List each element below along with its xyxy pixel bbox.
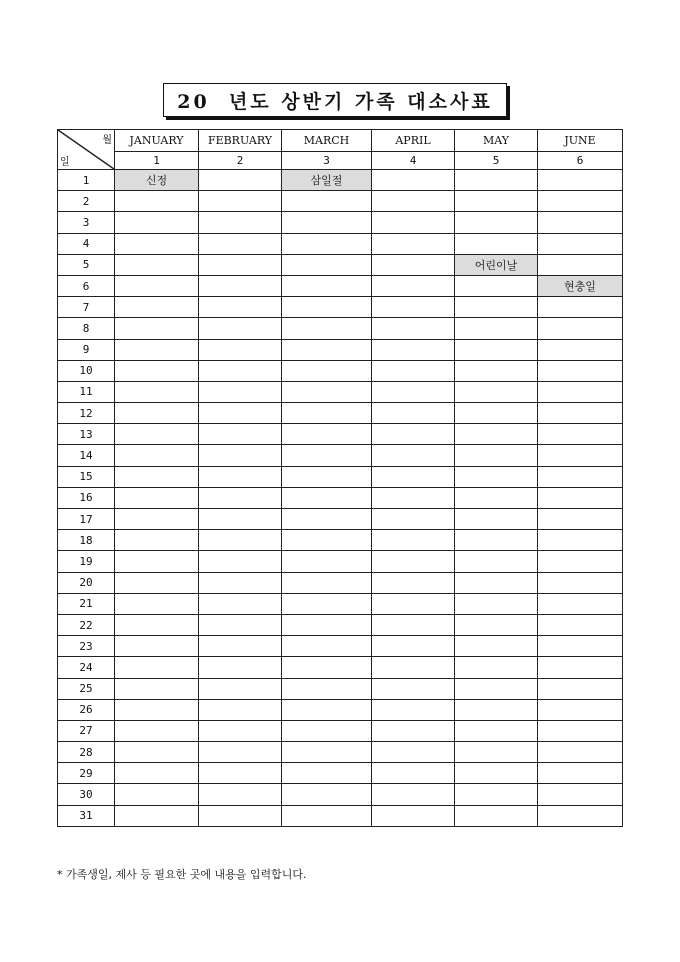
event-cell[interactable]: 어린이날 [455, 254, 538, 275]
day-cell[interactable] [455, 445, 538, 466]
day-cell[interactable] [115, 784, 199, 805]
day-cell[interactable] [115, 191, 199, 212]
month-number-1: 1 [115, 152, 199, 170]
day-cell[interactable] [282, 191, 372, 212]
day-cell[interactable] [115, 551, 199, 572]
day-cell[interactable] [455, 297, 538, 318]
day-number: 30 [58, 784, 115, 805]
day-number: 29 [58, 763, 115, 784]
day-row [58, 657, 623, 678]
day-row [58, 466, 623, 487]
day-cell[interactable] [199, 445, 282, 466]
day-cell[interactable] [372, 784, 455, 805]
day-cell[interactable] [538, 720, 623, 741]
day-cell[interactable] [538, 445, 623, 466]
month-number-3: 3 [282, 152, 372, 170]
day-row [58, 445, 623, 466]
day-cell[interactable] [199, 593, 282, 614]
day-cell[interactable] [282, 318, 372, 339]
day-row [58, 381, 623, 402]
month-number-6: 6 [538, 152, 623, 170]
day-cell[interactable] [538, 381, 623, 402]
day-cell[interactable] [282, 275, 372, 296]
day-cell[interactable] [115, 275, 199, 296]
month-axis-label: 월 [102, 135, 112, 146]
day-cell[interactable] [282, 381, 372, 402]
event-cell[interactable]: 신정 [115, 170, 199, 191]
day-cell[interactable] [115, 763, 199, 784]
day-cell[interactable] [115, 424, 199, 445]
month-number-2: 2 [199, 152, 282, 170]
day-cell[interactable] [115, 636, 199, 657]
day-cell[interactable] [538, 636, 623, 657]
day-number: 24 [58, 657, 115, 678]
day-row [58, 742, 623, 763]
day-cell[interactable] [115, 466, 199, 487]
day-cell[interactable] [282, 720, 372, 741]
day-row [58, 720, 623, 741]
day-number: 8 [58, 318, 115, 339]
day-cell[interactable] [455, 275, 538, 296]
month-header-may: MAY [455, 130, 538, 152]
day-cell[interactable] [372, 551, 455, 572]
day-cell[interactable] [372, 424, 455, 445]
day-cell[interactable] [115, 572, 199, 593]
day-row [58, 530, 623, 551]
day-cell[interactable] [538, 742, 623, 763]
day-cell[interactable] [282, 551, 372, 572]
day-cell[interactable] [282, 254, 372, 275]
day-cell[interactable] [538, 657, 623, 678]
day-cell[interactable] [282, 339, 372, 360]
day-cell[interactable] [372, 530, 455, 551]
corner-cell [58, 130, 115, 170]
day-cell[interactable] [372, 657, 455, 678]
day-cell[interactable] [372, 212, 455, 233]
day-number: 6 [58, 275, 115, 296]
day-number: 25 [58, 678, 115, 699]
day-number: 1 [58, 170, 115, 191]
day-cell[interactable] [115, 381, 199, 402]
day-cell[interactable] [282, 530, 372, 551]
day-cell[interactable] [115, 233, 199, 254]
day-cell[interactable] [455, 487, 538, 508]
day-number: 12 [58, 403, 115, 424]
day-cell[interactable] [538, 170, 623, 191]
day-cell[interactable] [282, 403, 372, 424]
day-cell[interactable] [282, 614, 372, 635]
day-cell[interactable] [372, 509, 455, 530]
day-cell[interactable] [455, 805, 538, 826]
day-cell[interactable] [538, 593, 623, 614]
day-cell[interactable] [455, 424, 538, 445]
day-cell[interactable] [199, 318, 282, 339]
day-cell[interactable] [282, 297, 372, 318]
day-row [58, 191, 623, 212]
day-cell[interactable] [455, 233, 538, 254]
day-cell[interactable] [115, 339, 199, 360]
day-cell[interactable] [538, 339, 623, 360]
day-cell[interactable] [282, 805, 372, 826]
day-cell[interactable] [199, 360, 282, 381]
day-cell[interactable] [538, 551, 623, 572]
day-row [58, 551, 623, 572]
month-number-4: 4 [372, 152, 455, 170]
day-cell[interactable] [199, 424, 282, 445]
day-number: 16 [58, 487, 115, 508]
day-cell[interactable] [199, 657, 282, 678]
day-row [58, 403, 623, 424]
day-number: 28 [58, 742, 115, 763]
footnote: * 가족생일, 제사 등 필요한 곳에 내용을 입력합니다. [57, 868, 307, 881]
month-header-january: JANUARY [115, 130, 199, 152]
day-number: 14 [58, 445, 115, 466]
day-row [58, 572, 623, 593]
day-number: 17 [58, 509, 115, 530]
day-cell[interactable] [372, 572, 455, 593]
day-cell[interactable] [199, 572, 282, 593]
day-cell[interactable] [199, 678, 282, 699]
day-cell[interactable] [199, 381, 282, 402]
day-cell[interactable] [282, 360, 372, 381]
day-cell[interactable] [455, 678, 538, 699]
day-cell[interactable] [372, 170, 455, 191]
day-number: 23 [58, 636, 115, 657]
day-cell[interactable] [199, 254, 282, 275]
day-cell[interactable] [455, 551, 538, 572]
event-cell[interactable]: 삼일절 [282, 170, 372, 191]
day-cell[interactable] [455, 636, 538, 657]
day-cell[interactable] [199, 403, 282, 424]
day-cell[interactable] [455, 318, 538, 339]
day-cell[interactable] [115, 742, 199, 763]
day-row [58, 212, 623, 233]
day-cell[interactable] [372, 191, 455, 212]
day-cell[interactable] [115, 318, 199, 339]
day-cell[interactable] [199, 784, 282, 805]
day-cell[interactable] [455, 572, 538, 593]
day-cell[interactable] [372, 233, 455, 254]
day-cell[interactable] [538, 403, 623, 424]
day-cell[interactable] [115, 720, 199, 741]
day-cell[interactable] [538, 212, 623, 233]
day-cell[interactable] [372, 360, 455, 381]
day-cell[interactable] [455, 614, 538, 635]
day-cell[interactable] [372, 614, 455, 635]
day-cell[interactable] [372, 339, 455, 360]
day-cell[interactable] [282, 678, 372, 699]
day-cell[interactable] [538, 572, 623, 593]
day-number: 11 [58, 381, 115, 402]
day-cell[interactable] [455, 593, 538, 614]
day-row [58, 593, 623, 614]
day-cell[interactable] [115, 445, 199, 466]
day-cell[interactable] [455, 530, 538, 551]
day-cell[interactable] [538, 678, 623, 699]
day-cell[interactable] [538, 763, 623, 784]
month-name-row [58, 130, 623, 152]
day-number: 22 [58, 614, 115, 635]
day-cell[interactable] [538, 614, 623, 635]
day-cell[interactable] [115, 509, 199, 530]
day-number: 31 [58, 805, 115, 826]
day-cell[interactable] [455, 657, 538, 678]
day-cell[interactable] [199, 212, 282, 233]
page-title: 20 년도 상반기 가족 대소사표 [177, 90, 493, 113]
day-row [58, 509, 623, 530]
day-cell[interactable] [372, 487, 455, 508]
day-cell[interactable] [455, 403, 538, 424]
day-cell[interactable] [199, 699, 282, 720]
day-cell[interactable] [372, 763, 455, 784]
day-row [58, 699, 623, 720]
day-cell[interactable] [199, 551, 282, 572]
day-cell[interactable] [372, 381, 455, 402]
day-number: 27 [58, 720, 115, 741]
day-cell[interactable] [199, 614, 282, 635]
day-row [58, 636, 623, 657]
day-cell[interactable] [282, 636, 372, 657]
day-cell[interactable] [115, 254, 199, 275]
day-cell[interactable] [455, 212, 538, 233]
day-cell[interactable] [372, 720, 455, 741]
day-cell[interactable] [372, 805, 455, 826]
day-row [58, 678, 623, 699]
day-cell[interactable] [372, 445, 455, 466]
day-row [58, 784, 623, 805]
day-cell[interactable] [282, 593, 372, 614]
day-cell[interactable] [455, 720, 538, 741]
day-cell[interactable] [455, 360, 538, 381]
month-header-april: APRIL [372, 130, 455, 152]
day-cell[interactable] [538, 487, 623, 508]
day-cell[interactable] [455, 509, 538, 530]
day-cell[interactable] [372, 254, 455, 275]
day-row [58, 614, 623, 635]
day-cell[interactable] [115, 360, 199, 381]
day-cell[interactable] [455, 339, 538, 360]
day-cell[interactable] [199, 805, 282, 826]
day-cell[interactable] [372, 275, 455, 296]
day-cell[interactable] [372, 636, 455, 657]
day-cell[interactable] [538, 784, 623, 805]
day-cell[interactable] [455, 170, 538, 191]
month-header-june: JUNE [538, 130, 623, 152]
day-cell[interactable] [455, 763, 538, 784]
day-cell[interactable] [455, 742, 538, 763]
day-cell[interactable] [199, 191, 282, 212]
day-number: 9 [58, 339, 115, 360]
calendar-table [57, 129, 623, 827]
day-row [58, 297, 623, 318]
day-cell[interactable] [538, 466, 623, 487]
day-number: 2 [58, 191, 115, 212]
day-cell[interactable] [455, 699, 538, 720]
day-cell[interactable] [282, 763, 372, 784]
day-cell[interactable] [538, 699, 623, 720]
day-number: 21 [58, 593, 115, 614]
day-cell[interactable] [282, 784, 372, 805]
month-number-row [58, 152, 623, 170]
month-number-5: 5 [455, 152, 538, 170]
day-cell[interactable] [115, 805, 199, 826]
day-axis-label: 일 [60, 157, 70, 168]
day-cell[interactable] [115, 657, 199, 678]
title-box [163, 83, 507, 117]
day-cell[interactable] [538, 530, 623, 551]
day-cell[interactable] [372, 318, 455, 339]
day-number: 10 [58, 360, 115, 381]
day-cell[interactable] [199, 170, 282, 191]
day-row [58, 424, 623, 445]
day-number: 3 [58, 212, 115, 233]
event-cell[interactable]: 현충일 [538, 275, 623, 296]
day-row [58, 233, 623, 254]
day-cell[interactable] [372, 466, 455, 487]
day-cell[interactable] [372, 678, 455, 699]
day-cell[interactable] [455, 466, 538, 487]
day-cell[interactable] [199, 530, 282, 551]
day-cell[interactable] [199, 742, 282, 763]
day-row [58, 360, 623, 381]
day-cell[interactable] [282, 212, 372, 233]
day-number: 5 [58, 254, 115, 275]
day-row [58, 254, 623, 275]
day-cell[interactable] [115, 678, 199, 699]
day-cell[interactable] [115, 593, 199, 614]
day-cell[interactable] [455, 784, 538, 805]
day-cell[interactable] [199, 509, 282, 530]
day-cell[interactable] [115, 614, 199, 635]
day-cell[interactable] [282, 699, 372, 720]
day-cell[interactable] [282, 572, 372, 593]
day-cell[interactable] [538, 424, 623, 445]
day-number: 13 [58, 424, 115, 445]
day-cell[interactable] [115, 403, 199, 424]
day-cell[interactable] [115, 297, 199, 318]
day-cell[interactable] [115, 212, 199, 233]
day-number: 19 [58, 551, 115, 572]
day-cell[interactable] [538, 233, 623, 254]
day-cell[interactable] [455, 191, 538, 212]
month-header-march: MARCH [282, 130, 372, 152]
day-number: 20 [58, 572, 115, 593]
day-cell[interactable] [282, 742, 372, 763]
day-cell[interactable] [199, 636, 282, 657]
day-row [58, 339, 623, 360]
day-cell[interactable] [199, 466, 282, 487]
day-row [58, 170, 623, 191]
day-cell[interactable] [199, 487, 282, 508]
day-cell[interactable] [115, 530, 199, 551]
day-cell[interactable] [372, 403, 455, 424]
day-cell[interactable] [372, 593, 455, 614]
day-number: 26 [58, 699, 115, 720]
day-row [58, 318, 623, 339]
day-cell[interactable] [282, 487, 372, 508]
month-header-february: FEBRUARY [199, 130, 282, 152]
day-cell[interactable] [372, 742, 455, 763]
day-number: 7 [58, 297, 115, 318]
day-cell[interactable] [115, 487, 199, 508]
day-cell[interactable] [282, 445, 372, 466]
day-cell[interactable] [199, 275, 282, 296]
day-cell[interactable] [282, 424, 372, 445]
day-cell[interactable] [455, 381, 538, 402]
day-cell[interactable] [538, 805, 623, 826]
day-number: 4 [58, 233, 115, 254]
day-cell[interactable] [199, 720, 282, 741]
day-cell[interactable] [538, 509, 623, 530]
day-cell[interactable] [199, 233, 282, 254]
day-cell[interactable] [115, 699, 199, 720]
day-number: 18 [58, 530, 115, 551]
day-cell[interactable] [538, 318, 623, 339]
day-cell[interactable] [199, 297, 282, 318]
day-row [58, 763, 623, 784]
day-cell[interactable] [282, 466, 372, 487]
day-cell[interactable] [282, 233, 372, 254]
day-cell[interactable] [538, 254, 623, 275]
day-cell[interactable] [538, 360, 623, 381]
day-cell[interactable] [282, 657, 372, 678]
day-cell[interactable] [372, 699, 455, 720]
day-cell[interactable] [372, 297, 455, 318]
day-row [58, 275, 623, 296]
day-number: 15 [58, 466, 115, 487]
day-row [58, 487, 623, 508]
day-cell[interactable] [282, 509, 372, 530]
day-cell[interactable] [538, 297, 623, 318]
day-cell[interactable] [199, 339, 282, 360]
day-row [58, 805, 623, 826]
day-cell[interactable] [538, 191, 623, 212]
day-cell[interactable] [199, 763, 282, 784]
